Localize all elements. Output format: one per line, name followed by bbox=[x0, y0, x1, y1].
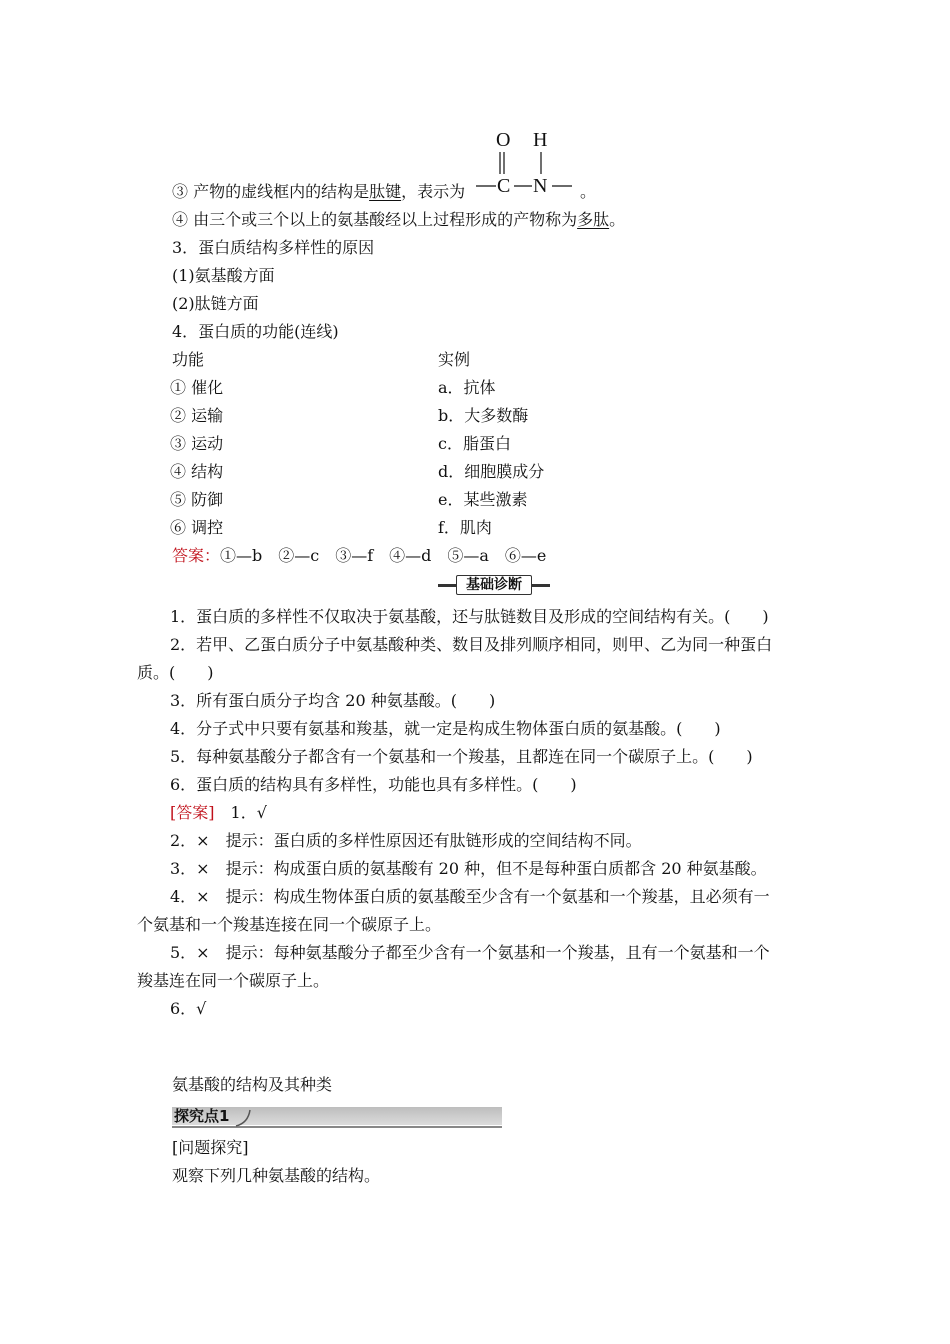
text: ③ 产物的虚线框内的结构是 bbox=[172, 182, 370, 201]
question-1: 1．蛋白质的多样性不仅取决于氨基酸，还与肽链数目及形成的空间结构有关。( ) bbox=[170, 607, 769, 626]
function-item: ④ 结构 bbox=[170, 462, 224, 481]
example-item: c．脂蛋白 bbox=[438, 434, 511, 453]
basic-diagnosis-badge bbox=[438, 575, 550, 595]
example-item: d．细胞膜成分 bbox=[438, 462, 545, 481]
badge-label: 基础诊断 bbox=[456, 575, 532, 595]
swoosh-decoration bbox=[234, 1109, 252, 1127]
example-item: e．某些激素 bbox=[438, 490, 528, 509]
heading-4: 4．蛋白质的功能(连线) bbox=[172, 322, 339, 341]
function-item: ① 催化 bbox=[170, 378, 224, 397]
peptide-bond-structure bbox=[470, 148, 580, 196]
item-4-polypeptide: ④ 由三个或三个以上的氨基酸经以上过程形成的产物称为多肽。 bbox=[172, 210, 626, 229]
explore-point-label: 探究点1 bbox=[174, 1107, 230, 1125]
answer-1 bbox=[170, 803, 267, 823]
answer-matching bbox=[172, 546, 546, 566]
text: ④ 由三个或三个以上的氨基酸经以上过程形成的产物称为 bbox=[172, 210, 578, 229]
para-1: (1)氨基酸方面 bbox=[172, 266, 275, 285]
answer-3: 3．× 提示：构成蛋白质的氨基酸有 20 种，但不是每种蛋白质都含 20 种氨基酸。 bbox=[170, 859, 767, 878]
item-3-peptide-bond bbox=[172, 182, 465, 202]
answer-6: 6．√ bbox=[170, 999, 207, 1018]
answer-text: ①—b ②—c ③—f ④—d ⑤—a ⑥—e bbox=[220, 546, 547, 565]
chem-oxygen: O bbox=[496, 129, 511, 151]
function-item: ⑤ 防御 bbox=[170, 490, 224, 509]
answer-5: 5．× 提示：每种氨基酸分子都至少含有一个氨基和一个羧基，且有一个氨基和一个 bbox=[170, 943, 770, 962]
question-2-cont: 质。( ) bbox=[137, 663, 214, 682]
peptide-bond-term: 肽键 bbox=[369, 182, 402, 201]
text: ，表示为 bbox=[401, 182, 466, 201]
answer-2: 2．× 提示：蛋白质的多样性原因还有肽链形成的空间结构不同。 bbox=[170, 831, 642, 850]
answer-label: 答案： bbox=[172, 546, 221, 565]
example-item: b．大多数酶 bbox=[438, 406, 529, 425]
explore-point-header bbox=[172, 1107, 502, 1129]
answer-text: 1．√ bbox=[230, 803, 267, 822]
col-header-function: 功能 bbox=[172, 350, 205, 369]
example-item: f．肌肉 bbox=[438, 518, 492, 537]
question-3: 3．所有蛋白质分子均含 20 种氨基酸。( ) bbox=[170, 691, 496, 710]
answer-5-cont: 羧基连在同一个碳原子上。 bbox=[137, 971, 330, 990]
question-2: 2．若甲、乙蛋白质分子中氨基酸种类、数目及排列顺序相同，则甲、乙为同一种蛋白 bbox=[170, 635, 773, 654]
example-item: a．抗体 bbox=[438, 378, 496, 397]
question-6: 6．蛋白质的结构具有多样性，功能也具有多样性。( ) bbox=[170, 775, 577, 794]
problem-inquiry-label: [问题探究] bbox=[172, 1138, 249, 1157]
chem-nitrogen: N bbox=[533, 175, 548, 197]
chem-carbon: C bbox=[497, 175, 511, 197]
col-header-example: 实例 bbox=[438, 350, 471, 369]
polypeptide-term: 多肽 bbox=[577, 210, 610, 229]
answer-4-cont: 个氨基和一个羧基连接在同一个碳原子上。 bbox=[137, 915, 442, 934]
function-item: ③ 运动 bbox=[170, 434, 224, 453]
answer-label: [答案] bbox=[170, 803, 215, 822]
para-2: (2)肽链方面 bbox=[172, 294, 259, 313]
function-item: ⑥ 调控 bbox=[170, 518, 224, 537]
period: 。 bbox=[580, 182, 597, 201]
section-title: 氨基酸的结构及其种类 bbox=[172, 1075, 333, 1094]
heading-3: 3．蛋白质结构多样性的原因 bbox=[172, 238, 375, 257]
function-item: ② 运输 bbox=[170, 406, 224, 425]
question-4: 4．分子式中只要有氨基和羧基，就一定是构成生物体蛋白质的氨基酸。( ) bbox=[170, 719, 721, 738]
observe-text: 观察下列几种氨基酸的结构。 bbox=[172, 1166, 381, 1185]
question-5: 5．每种氨基酸分子都含有一个氨基和一个羧基，且都连在同一个碳原子上。( ) bbox=[170, 747, 753, 766]
answer-4: 4．× 提示：构成生物体蛋白质的氨基酸至少含有一个氨基和一个羧基，且必须有一 bbox=[170, 887, 770, 906]
chem-hydrogen: H bbox=[533, 129, 548, 151]
